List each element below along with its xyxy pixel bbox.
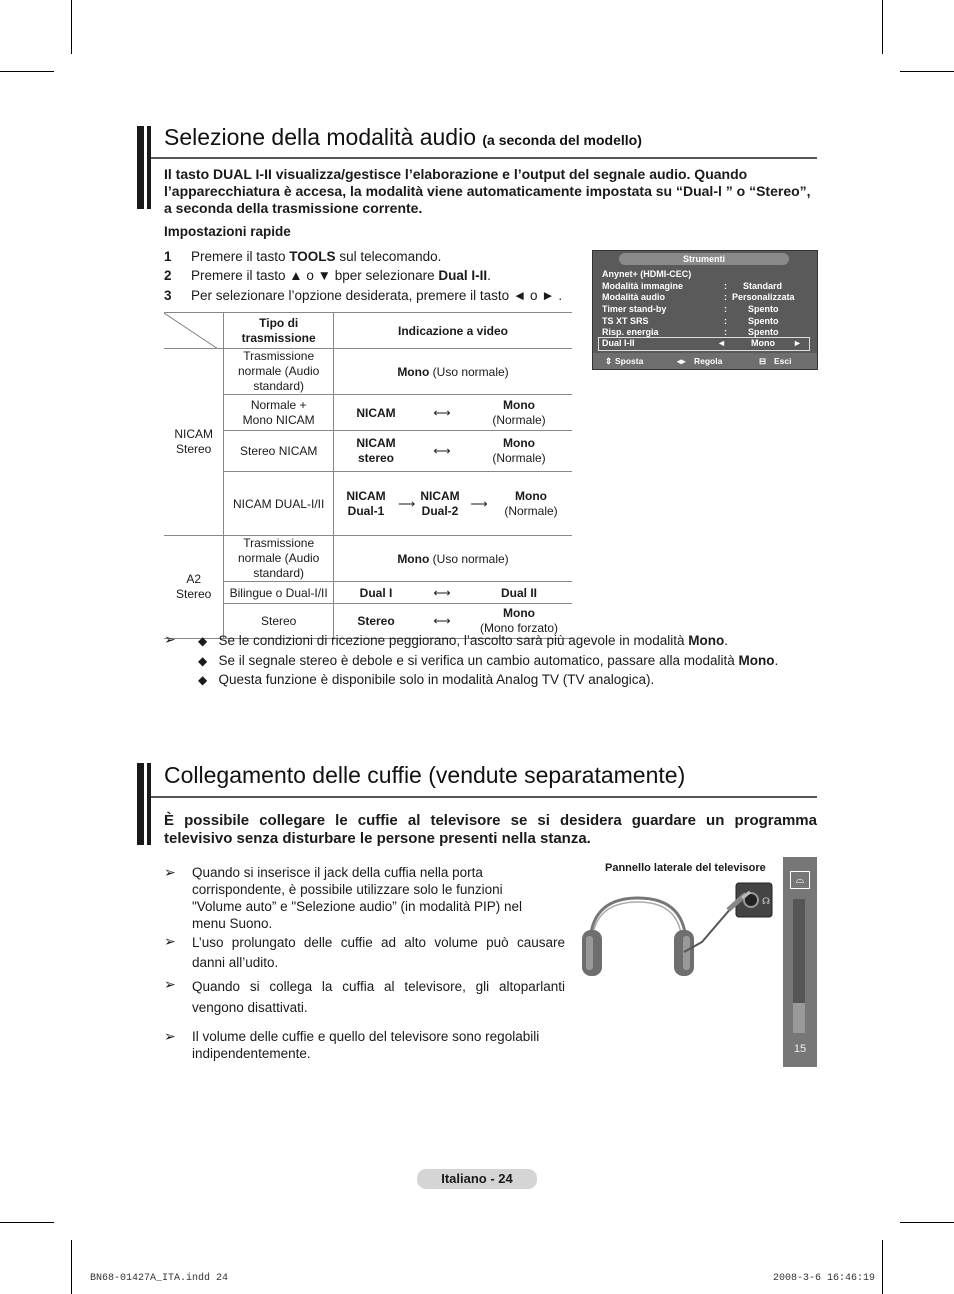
right-arrow-icon: ⟶	[470, 496, 488, 511]
updown-icon: ⇕	[605, 356, 613, 366]
section-title	[164, 124, 642, 151]
table-cell-display: Stereo ⟷ Mono (Mono forzato)	[334, 604, 573, 639]
menu-hints: ⇕ Sposta ◂▸ Regola ⊟ Esci	[593, 353, 817, 369]
note-item: ◆ Se le condizioni di ricezione peggiorano, l’ascolto sarà più agevole in modalità Mono.	[198, 633, 729, 648]
title-rule	[151, 796, 817, 798]
bidirectional-arrow-icon: ⟷	[433, 444, 451, 458]
volume-panel	[783, 857, 817, 1067]
bidirectional-arrow-icon: ⟷	[433, 614, 451, 628]
note-arrow-icon: ➢	[164, 631, 176, 647]
right-arrow-icon: ⟶	[398, 496, 416, 511]
note-item: Il volume delle cuffie e quello del televisore sono regolabili indipendentemente.	[192, 1029, 540, 1061]
bidirectional-arrow-icon: ⟷	[433, 405, 451, 420]
svg-text:☊: ☊	[762, 897, 770, 907]
note-arrow-icon: ➢	[164, 864, 176, 880]
table-cell-type: Trasmissione normale (Audio standard)	[224, 349, 334, 395]
table-cell-display: Dual I ⟷ Dual II	[334, 582, 573, 604]
note-arrow-icon: ➢	[164, 1028, 176, 1044]
table-cell-display: NICAM ⟷ Mono (Normale)	[334, 395, 573, 431]
table-corner	[164, 313, 224, 349]
title-rule	[151, 157, 817, 159]
diamond-bullet-icon: ◆	[198, 634, 208, 648]
note-item: ◆ Se il segnale stereo è debole e si verifica un cambio automatico, passare alla modalità Mono.	[198, 653, 779, 668]
section-title: Collegamento delle cuffie (vendute separatamente)	[164, 762, 686, 788]
note-item: ◆ Questa funzione è disponibile solo in modalità Analog TV (TV analogica).	[198, 672, 655, 687]
crop-mark	[882, 1240, 883, 1294]
note-item: L’uso prolungato delle cuffie ad alto volume può causare danni all’udito.	[192, 935, 565, 970]
group-a2: A2 Stereo	[164, 536, 224, 639]
diamond-bullet-icon: ◆	[198, 654, 208, 668]
table-cell-type: NICAM DUAL-I/II	[224, 472, 334, 536]
section-title-text: Selezione della modalità audio	[164, 124, 476, 150]
section-marker	[137, 763, 151, 845]
note-item: Quando si collega la cuffia al televisore, gli altoparlanti vengono disattivati.	[192, 979, 565, 1015]
crop-mark	[900, 1222, 954, 1223]
note-item: Quando si inserisce il jack della cuffia nella porta corrispondente, è possibile utilizzare solo le funzioni "Volume auto” e "Selezione audio” (in modalità PIP) nel menu Suono.	[192, 865, 523, 931]
quick-settings-label: Impostazioni rapide	[164, 224, 291, 239]
group-nicam: NICAM Stereo	[164, 349, 224, 536]
table-cell-type: Normale + Mono NICAM	[224, 395, 334, 431]
table-cell-display: Mono (Uso normale)	[334, 536, 573, 582]
menu-title: Strumenti	[619, 253, 789, 265]
headphone-icon: ⌓	[790, 871, 810, 889]
page-label: Italiano - 24	[417, 1169, 537, 1189]
table-cell-display: NICAM Dual-1 ⟶ NICAM Dual-2 ⟶ Mono (Normale)	[334, 472, 573, 536]
step-1: 1 Premere il tasto TOOLS sul telecomando.	[164, 249, 442, 264]
step-2: 2 Premere il tasto ▲ o ▼ bper selezionare Dual I-II.	[164, 268, 491, 283]
crop-mark	[900, 71, 954, 72]
diamond-bullet-icon: ◆	[198, 673, 208, 687]
transmission-table	[164, 312, 572, 639]
volume-value: 15	[793, 1043, 807, 1055]
table-cell-display: NICAM stereo ⟷ Mono (Normale)	[334, 431, 573, 472]
crop-mark	[0, 1222, 54, 1223]
intro-text: Il tasto DUAL I-II visualizza/gestisce l’elaborazione e l’output del segnale audio. Quando l’apparecchiatura è accesa, la modalità viene automaticamente impostata su “Dual-l ” o “Stereo”, a seconda della trasmissione corrente.	[164, 166, 811, 216]
footer-file: BN68-01427A_ITA.indd 24	[90, 1273, 229, 1284]
table-cell-type: Stereo NICAM	[224, 431, 334, 472]
crop-mark	[882, 0, 883, 54]
section-marker	[137, 126, 151, 209]
volume-bar-track	[793, 899, 805, 1033]
footer-date: 2008-3-6 16:46:19	[773, 1273, 876, 1284]
volume-bar-fill	[793, 1003, 805, 1033]
crop-mark	[0, 71, 54, 72]
note-arrow-icon: ➢	[164, 933, 176, 949]
bidirectional-arrow-icon: ⟷	[433, 585, 451, 600]
diagram-caption: Pannello laterale del televisore	[605, 862, 766, 874]
note-arrow-icon: ➢	[164, 976, 176, 992]
table-cell-display: Mono (Uso normale)	[334, 349, 573, 395]
intro-text: È possibile collegare le cuffie al televisore se si desidera guardare un programma televisivo senza disturbare le persone presenti nella stanza.	[164, 812, 817, 847]
menu-item-selected: Dual I-II ◄ Mono ►	[598, 337, 810, 351]
left-arrow-icon: ◄	[717, 338, 726, 348]
headphones-diagram	[578, 880, 778, 980]
section-title-note: (a seconda del modello)	[482, 132, 642, 148]
right-arrow-icon: ►	[793, 338, 802, 348]
header-type: Tipo di trasmissione	[224, 313, 334, 349]
crop-mark	[71, 1240, 72, 1294]
leftright-icon: ◂▸	[677, 356, 686, 366]
table-cell-type: Stereo	[224, 604, 334, 639]
table-cell-type: Trasmissione normale (Audio standard)	[224, 536, 334, 582]
tools-menu-screenshot: Strumenti Anynet+ (HDMI-CEC) Modalità immagine : Standard Modalità audio : Personalizzata Timer stand-by : Spento TS XT SRS : Spento Risp. energia : Spento Dual I-II ◄ Mono ► ⇕ Sposta ◂▸ Regola ⊟ Esci	[592, 250, 818, 370]
exit-icon: ⊟	[759, 356, 767, 366]
crop-mark	[71, 0, 72, 54]
table-cell-type: Bilingue o Dual-I/II	[224, 582, 334, 604]
step-3: 3 Per selezionare l’opzione desiderata, premere il tasto ◄ o ► .	[164, 288, 563, 303]
header-display: Indicazione a video	[334, 313, 573, 349]
